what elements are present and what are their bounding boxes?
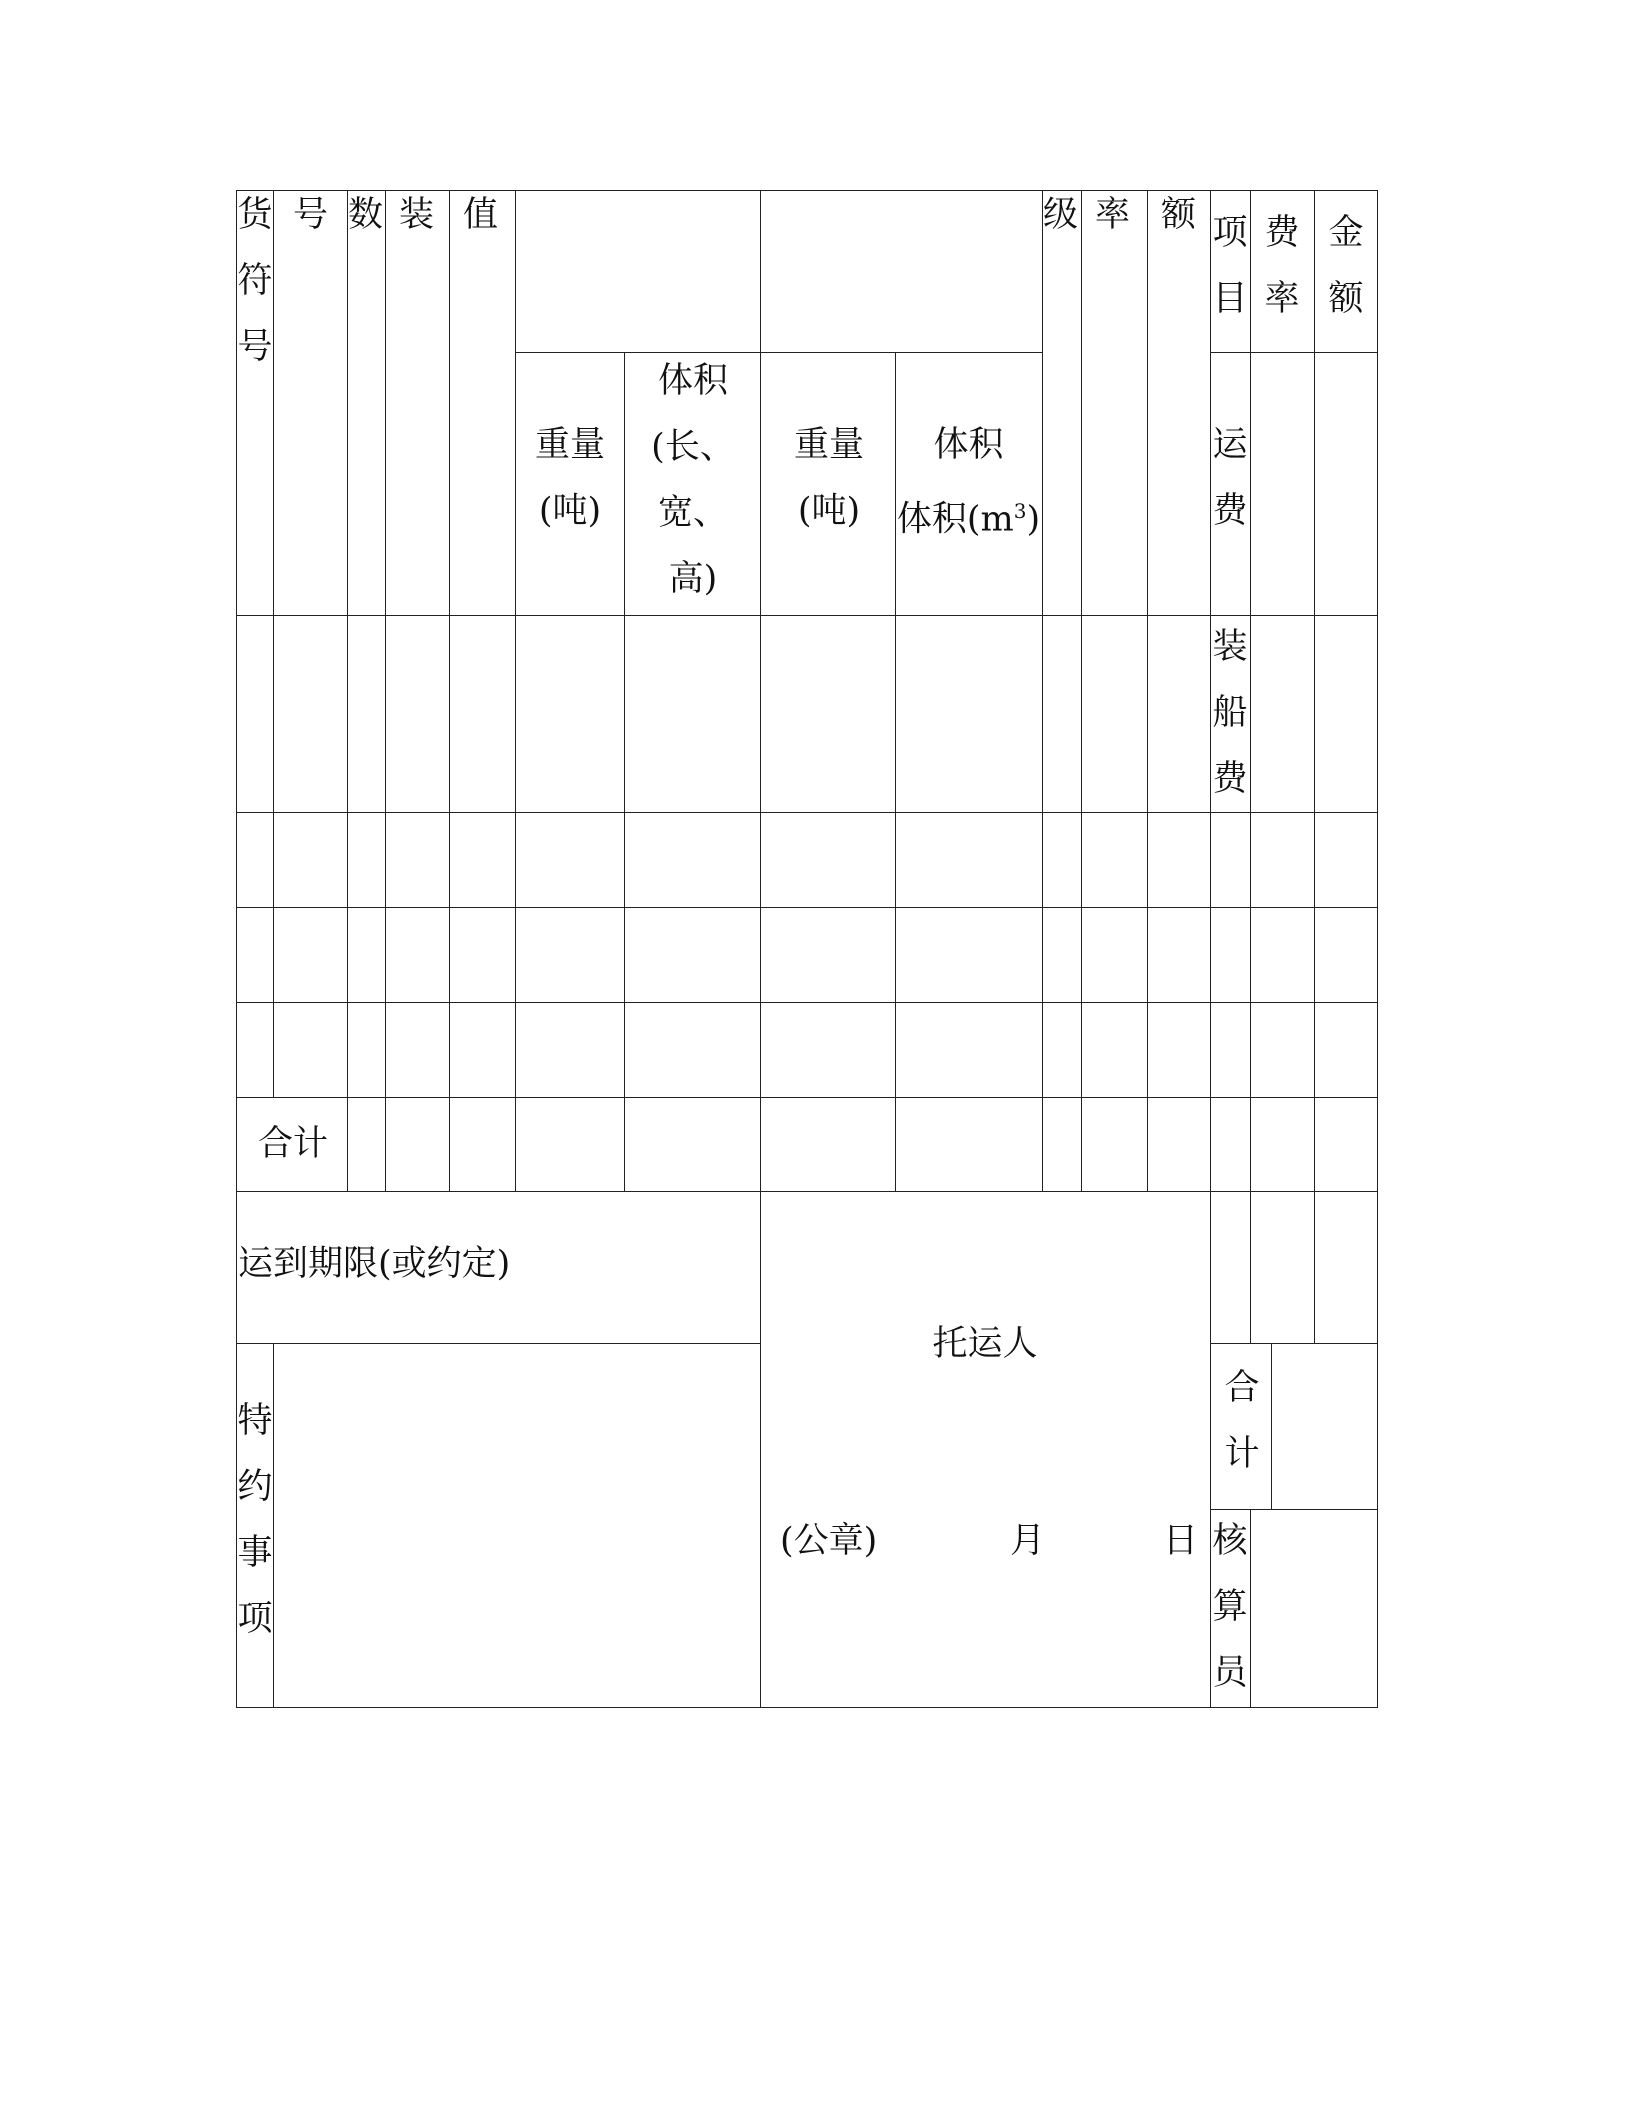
border-right [1377,190,1378,1708]
header-weight-ton-2: 重量(吨) [793,425,864,531]
seal-label: (公章) [780,1521,878,1561]
header-packing: 装 [399,195,435,235]
col-14 [1314,190,1315,1343]
col-7 [760,190,761,1707]
col-right-total [1271,1343,1272,1509]
header-amount: 额 [1161,195,1197,235]
rule-item-header [1210,352,1378,353]
delivery-deadline-label: 运到期限(或约定) [238,1244,511,1284]
rule-deadline [236,1343,760,1344]
rule-subheader [515,352,1042,353]
fee-item-loading: 装船费 [1212,627,1248,799]
col-5 [515,190,516,1191]
col-10 [1081,190,1082,1191]
header-volume-m3 [895,478,1042,553]
header-volume-lwh: 体积(长、宽、高) [651,361,735,599]
volume-m3-close: ) [1026,499,1041,540]
header-count: 数 [348,195,384,235]
special-terms-label: 特约事项 [237,1401,273,1639]
total-row-label: 合计 [258,1124,329,1164]
fee-item-freight: 运费 [1212,425,1248,531]
header-money: 金额 [1328,213,1364,319]
header-number: 号 [293,195,329,235]
col-9 [1042,190,1043,1191]
header-rate: 率 [1095,195,1131,235]
col-2 [347,190,348,1191]
header-fee-rate: 费率 [1264,213,1300,319]
shipper-label: 托运人 [932,1324,1038,1364]
rule-row-3 [236,907,1378,908]
rule-row-2 [236,812,1378,813]
header-volume-m3-label: 体积 [933,425,1004,465]
volume-m3-base: 体积(m [896,499,1014,540]
rule-right-total-top [1210,1343,1378,1344]
day-label: 日 [1163,1521,1199,1561]
col-6 [624,352,625,1191]
rule-row-4 [236,1002,1378,1003]
rule-row-1 [236,615,1378,616]
month-label: 月 [1010,1521,1046,1561]
col-3 [385,190,386,1191]
col-11 [1147,190,1148,1191]
header-weight-ton-1: 重量(吨) [534,425,605,531]
right-total-label: 合计 [1224,1368,1260,1474]
col-4 [449,190,450,1191]
header-grade: 级 [1043,195,1079,235]
accountant-label: 核算员 [1212,1521,1248,1693]
rule-bottom [236,1707,1378,1708]
volume-m3-sup: 3 [1013,499,1027,523]
header-item: 项目 [1212,213,1248,319]
header-value: 值 [463,195,499,235]
rule-total [236,1191,1378,1192]
header-goods-mark: 货符号 [237,195,273,367]
rule-row-5 [236,1097,1378,1098]
